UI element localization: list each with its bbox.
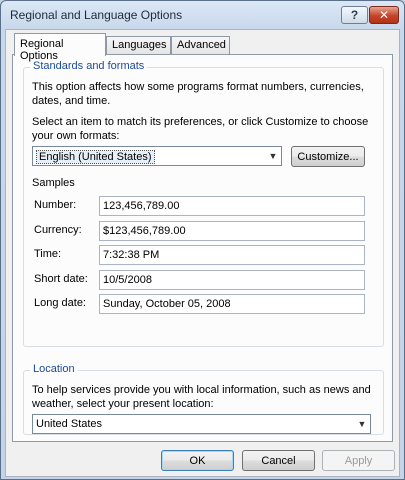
location-group bbox=[23, 363, 384, 435]
location-value: United States bbox=[36, 418, 103, 430]
standards-select-prompt: Select an item to match its preferences, or click Customize to choose your own formats: bbox=[32, 116, 369, 142]
help-button[interactable] bbox=[341, 6, 368, 24]
format-locale-value: English (United States) bbox=[36, 150, 155, 164]
sample-time-value: 7:32:38 PM bbox=[99, 245, 365, 265]
close-button[interactable] bbox=[369, 6, 399, 24]
tab-advanced[interactable]: Advanced bbox=[171, 36, 230, 55]
location-group-title: Location bbox=[30, 363, 78, 375]
tab-regional-options[interactable]: Regional Options bbox=[14, 33, 106, 56]
standards-group bbox=[23, 60, 384, 347]
sample-long-date-label: Long date: bbox=[34, 297, 86, 309]
chevron-down-icon[interactable]: ▼ bbox=[268, 151, 278, 161]
sample-long-date-value: Sunday, October 05, 2008 bbox=[99, 294, 365, 314]
sample-short-date-label: Short date: bbox=[34, 273, 88, 285]
apply-button[interactable]: Apply bbox=[322, 450, 395, 471]
chevron-down-icon[interactable]: ▼ bbox=[357, 419, 367, 429]
location-select[interactable] bbox=[32, 414, 371, 434]
standards-description: This option affects how some programs format numbers, currencies, dates, and time. bbox=[32, 81, 364, 107]
sample-currency-label: Currency: bbox=[34, 224, 82, 236]
tab-panel-regional bbox=[12, 54, 393, 442]
sample-number-label: Number: bbox=[34, 199, 77, 211]
samples-heading: Samples bbox=[32, 177, 75, 189]
sample-number-value: 123,456,789.00 bbox=[99, 196, 365, 216]
standards-group-title: Standards and formats bbox=[30, 60, 147, 72]
title-bar[interactable] bbox=[1, 1, 404, 29]
customize-button[interactable]: Customize... bbox=[291, 146, 365, 167]
ok-button[interactable]: OK bbox=[161, 450, 234, 471]
close-icon: ✕ bbox=[378, 8, 390, 22]
dialog-body bbox=[5, 29, 400, 477]
cancel-button[interactable]: Cancel bbox=[242, 450, 315, 471]
help-icon: ? bbox=[350, 8, 359, 22]
window-title: Regional and Language Options bbox=[10, 8, 183, 22]
location-description: To help services provide you with local information, such as news and weather, select your present location: bbox=[32, 384, 371, 410]
sample-short-date-value: 10/5/2008 bbox=[99, 270, 365, 290]
sample-currency-value: $123,456,789.00 bbox=[99, 221, 365, 241]
tab-languages[interactable]: Languages bbox=[106, 36, 171, 55]
format-locale-select[interactable] bbox=[32, 146, 282, 166]
sample-time-label: Time: bbox=[34, 248, 62, 260]
